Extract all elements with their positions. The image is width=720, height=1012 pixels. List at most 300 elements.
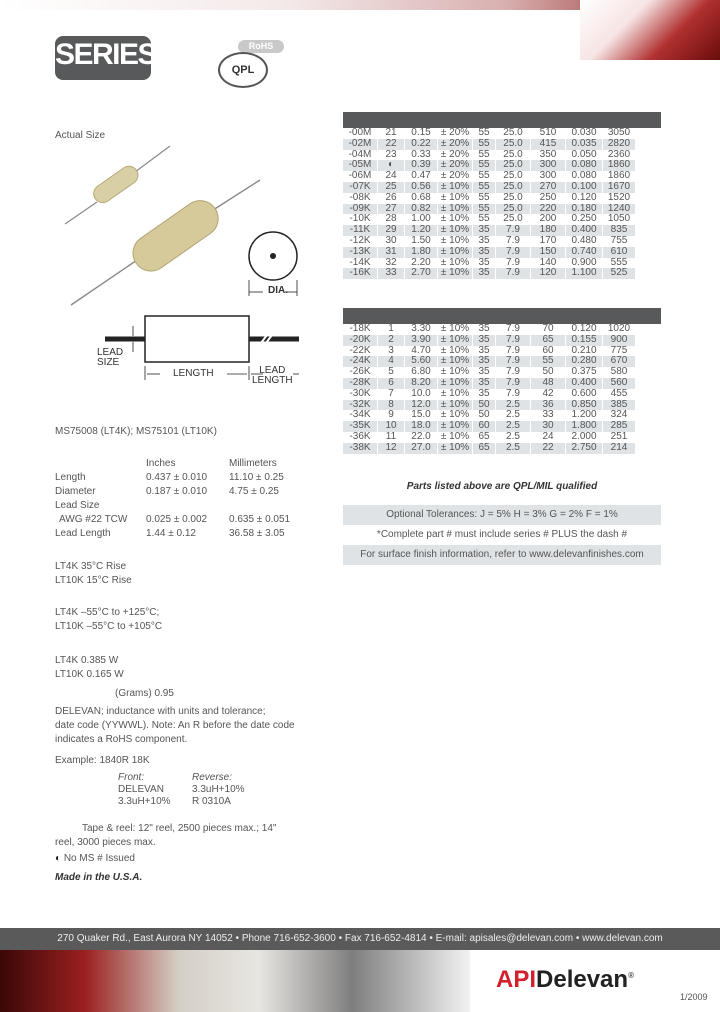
rohs-badge: RoHS xyxy=(238,40,284,53)
test-freq-cell: 7.9 xyxy=(496,247,531,258)
power-block xyxy=(55,654,124,682)
test-freq-cell: 7.9 xyxy=(496,225,531,236)
current-cell: 560 xyxy=(603,378,636,389)
test-freq-cell: 25.0 xyxy=(496,214,531,225)
ms-dash-cell: 5 xyxy=(378,367,405,378)
q-min-cell: 55 xyxy=(473,139,496,150)
dims-head-mm: Millimeters xyxy=(229,458,277,469)
dcr-cell: 0.400 xyxy=(566,225,603,236)
dim-mm: 11.10 ± 0.25 xyxy=(229,472,284,483)
reverse-line: R 0310A xyxy=(192,796,231,807)
srf-cell: 48 xyxy=(531,378,566,389)
finish-note: For surface finish information, refer to www.delevanfinishes.com xyxy=(343,545,661,565)
srf-cell: 30 xyxy=(531,421,566,432)
srf-cell: 120 xyxy=(531,268,566,279)
current-cell: 2360 xyxy=(603,150,636,161)
inductance-cell: 3.90 xyxy=(405,335,438,346)
current-cell: 324 xyxy=(603,410,636,421)
part-number-cell: -05M xyxy=(343,160,378,171)
complete-part-note: *Complete part # must include series # PLUS the dash # xyxy=(343,525,661,545)
q-min-cell: 35 xyxy=(473,378,496,389)
dim-label: Lead Length xyxy=(55,528,111,539)
ms-dash-cell: 26 xyxy=(378,193,405,204)
q-min-cell: 65 xyxy=(473,432,496,443)
tolerance-cell: ± 10% xyxy=(438,247,473,258)
front-line: 3.3uH+10% xyxy=(118,796,171,807)
current-cell: 1670 xyxy=(603,182,636,193)
dcr-cell: 0.600 xyxy=(566,389,603,400)
test-freq-cell: 25.0 xyxy=(496,193,531,204)
srf-cell: 510 xyxy=(531,128,566,139)
packaging-line: Tape & reel: 12" reel, 2500 pieces max.; 14" xyxy=(82,823,277,834)
dcr-cell: 1.800 xyxy=(566,421,603,432)
part-number-cell: -04M xyxy=(348,148,372,160)
table-row xyxy=(343,247,635,258)
part-number-cell: -09K xyxy=(343,204,378,215)
qpl-seal-label: QPL xyxy=(231,64,255,76)
q-min-cell: 35 xyxy=(473,236,496,247)
dim-inches: 1.44 ± 0.12 xyxy=(146,528,196,539)
test-freq-cell: 2.5 xyxy=(496,421,531,432)
current-cell: 455 xyxy=(603,389,636,400)
large-lead-left xyxy=(71,258,140,305)
actual-size-label: Actual Size xyxy=(55,130,106,141)
srf-cell: 60 xyxy=(531,346,566,357)
dim-row xyxy=(55,486,315,500)
test-freq-cell: 7.9 xyxy=(496,268,531,279)
dcr-cell: 0.280 xyxy=(566,356,603,367)
rise-block xyxy=(55,560,132,588)
dim-inches: 0.187 ± 0.010 xyxy=(146,486,208,497)
logo-reg: ® xyxy=(628,971,634,980)
dim-row xyxy=(55,514,315,528)
temp-lt4k: LT4K –55°C to +125°C; xyxy=(55,607,160,618)
dcr-cell: 0.210 xyxy=(566,346,603,357)
inductance-cell: 1.50 xyxy=(405,236,438,247)
q-min-cell: 50 xyxy=(473,410,496,421)
no-ms-note xyxy=(55,853,135,864)
part-number-cell: -10K xyxy=(349,213,371,225)
part-number-cell: -14K xyxy=(349,256,371,268)
current-cell: 3050 xyxy=(603,128,636,139)
corner-photo xyxy=(580,0,720,60)
current-cell: 1240 xyxy=(603,204,636,215)
tolerance-cell: ± 10% xyxy=(438,335,473,346)
dim-mm: 4.75 ± 0.25 xyxy=(229,486,279,497)
q-min-cell: 55 xyxy=(473,204,496,215)
part-number-cell: -32K xyxy=(343,400,378,411)
q-min-cell: 55 xyxy=(473,150,496,161)
test-freq-cell: 2.5 xyxy=(496,443,531,454)
test-freq-cell: 7.9 xyxy=(496,367,531,378)
current-cell: 251 xyxy=(603,432,636,443)
table-row xyxy=(343,268,635,279)
dcr-cell: 0.035 xyxy=(566,139,603,150)
tolerance-cell: ± 10% xyxy=(438,400,473,411)
q-min-cell: 55 xyxy=(473,160,496,171)
srf-cell: 415 xyxy=(531,139,566,150)
tolerance-cell: ± 20% xyxy=(438,160,473,171)
ms-dash-cell: 33 xyxy=(378,268,405,279)
ms-dash-cell: 25 xyxy=(378,182,405,193)
q-min-cell: 55 xyxy=(473,128,496,139)
inductance-cell: 8.20 xyxy=(405,378,438,389)
part-number-cell: -24K xyxy=(343,356,378,367)
inductance-cell: 3.30 xyxy=(405,324,438,335)
srf-cell: 65 xyxy=(531,335,566,346)
test-freq-cell: 25.0 xyxy=(496,150,531,161)
part-number-cell: -34K xyxy=(349,409,371,421)
current-cell: 775 xyxy=(603,346,636,357)
test-freq-cell: 2.5 xyxy=(496,432,531,443)
inductance-cell: 6.80 xyxy=(405,367,438,378)
inductance-cell: 5.60 xyxy=(405,356,438,367)
ms-dash-cell: 24 xyxy=(378,171,405,182)
part-number-cell: -20K xyxy=(343,335,378,346)
part-number-cell: -13K xyxy=(343,247,378,258)
ms-dash-cell: 22 xyxy=(378,139,405,150)
marking-line: indicates a RoHS component. xyxy=(55,734,188,745)
current-cell: 1860 xyxy=(603,171,636,182)
lead-length-label-1: LEAD xyxy=(259,365,286,376)
inductance-cell: 1.20 xyxy=(405,225,438,236)
ms-dash-cell: 12 xyxy=(378,443,405,454)
part-number-cell: -00M xyxy=(348,127,372,138)
part-number-cell: -08K xyxy=(349,191,371,203)
dcr-cell: 0.120 xyxy=(566,324,603,335)
dim-inches: 0.025 ± 0.002 xyxy=(146,514,208,525)
dim-mm: 36.58 ± 3.05 xyxy=(229,528,285,539)
inductance-cell: 10.0 xyxy=(405,389,438,400)
large-inductor-body xyxy=(126,194,225,279)
front-head: Front: xyxy=(118,772,145,783)
inductance-cell: 22.0 xyxy=(405,432,438,443)
parts-table-1 xyxy=(343,128,661,279)
dcr-cell: 0.900 xyxy=(566,258,603,269)
dcr-cell: 2.000 xyxy=(566,432,603,443)
part-number-cell: -11K xyxy=(343,225,378,236)
ms-dash-cell: 1 xyxy=(378,324,405,335)
inductance-cell: 0.47 xyxy=(405,171,438,182)
q-min-cell: 50 xyxy=(473,400,496,411)
current-cell: 755 xyxy=(603,236,636,247)
dcr-cell: 0.250 xyxy=(566,214,603,225)
ms-dash-cell: 21 xyxy=(378,128,405,139)
current-cell: 385 xyxy=(603,400,636,411)
dcr-cell: 0.400 xyxy=(566,378,603,389)
dcr-cell: 0.180 xyxy=(566,204,603,215)
current-cell: 555 xyxy=(603,258,636,269)
ms-dash-cell: 31 xyxy=(378,247,405,258)
no-ms-text: No MS # Issued xyxy=(63,853,135,864)
rise-lt4k: LT4K 35°C Rise xyxy=(55,561,127,572)
srf-cell: 150 xyxy=(531,247,566,258)
tolerance-cell: ± 20% xyxy=(438,128,473,139)
inductance-cell: 0.68 xyxy=(405,193,438,204)
rise-lt10k: LT10K 15°C Rise xyxy=(55,575,132,586)
q-min-cell: 60 xyxy=(473,421,496,432)
test-freq-cell: 7.9 xyxy=(496,356,531,367)
tolerance-cell: ± 10% xyxy=(438,268,473,279)
large-lead-right xyxy=(210,180,260,212)
revision-date: 1/2009 xyxy=(680,992,708,1002)
inductance-cell: 0.15 xyxy=(405,128,438,139)
marking-line: DELEVAN; inductance with units and tolerance; xyxy=(55,706,266,717)
tolerance-cell: ± 10% xyxy=(438,421,473,432)
srf-cell: 270 xyxy=(531,182,566,193)
ms-dash-cell: 23 xyxy=(378,150,405,161)
q-min-cell: 55 xyxy=(473,171,496,182)
logo-delevan: Delevan xyxy=(536,966,629,993)
packaging-line: reel, 3000 pieces max. xyxy=(55,837,156,848)
ms-dash-cell: 2 xyxy=(378,335,405,346)
q-min-cell: 35 xyxy=(473,335,496,346)
footer-photo xyxy=(0,950,470,1012)
tolerance-cell: ± 20% xyxy=(438,139,473,150)
inductance-cell: 2.70 xyxy=(405,268,438,279)
inductance-cell: 2.20 xyxy=(405,258,438,269)
qpl-seal xyxy=(218,52,268,88)
current-cell: 1520 xyxy=(603,193,636,204)
end-view-lead xyxy=(270,253,276,259)
series-title: SERIES xyxy=(55,38,157,71)
ms-dash-cell: 7 xyxy=(378,389,405,400)
tolerance-cell: ± 10% xyxy=(438,182,473,193)
current-cell: 900 xyxy=(603,335,636,346)
ms-dash-cell: 28 xyxy=(378,214,405,225)
test-freq-cell: 25.0 xyxy=(496,182,531,193)
test-freq-cell: 7.9 xyxy=(496,324,531,335)
test-freq-cell: 7.9 xyxy=(496,346,531,357)
ms-dash-cell: 9 xyxy=(378,410,405,421)
tolerance-cell: ± 20% xyxy=(438,150,473,161)
inductance-cell: 12.0 xyxy=(405,400,438,411)
dcr-cell: 1.100 xyxy=(566,268,603,279)
part-number-cell: -07K xyxy=(343,182,378,193)
dcr-cell: 0.155 xyxy=(566,335,603,346)
ms-dash-cell: 6 xyxy=(378,378,405,389)
marking-block xyxy=(55,705,295,747)
optional-tolerances: Optional Tolerances: J = 5% H = 3% G = 2% F = 1% xyxy=(343,505,661,525)
dcr-cell: 0.100 xyxy=(566,182,603,193)
q-min-cell: 35 xyxy=(473,389,496,400)
dcr-cell: 0.740 xyxy=(566,247,603,258)
tolerance-cell: ± 10% xyxy=(438,214,473,225)
temp-block xyxy=(55,606,162,634)
packaging-block xyxy=(55,822,277,850)
inductance-cell: 27.0 xyxy=(405,443,438,454)
q-min-cell: 35 xyxy=(473,356,496,367)
test-freq-cell: 7.9 xyxy=(496,335,531,346)
tolerance-cell: ± 20% xyxy=(438,171,473,182)
srf-cell: 250 xyxy=(531,193,566,204)
inductance-cell: 0.22 xyxy=(405,139,438,150)
q-min-cell: 35 xyxy=(473,324,496,335)
ms-dash-cell: ◐ xyxy=(378,160,405,171)
dim-label: Lead Size xyxy=(55,500,100,511)
dcr-cell: 0.850 xyxy=(566,400,603,411)
test-freq-cell: 2.5 xyxy=(496,410,531,421)
reverse-line: 3.3uH+10% xyxy=(192,784,245,795)
body-side-view xyxy=(145,316,249,362)
inductance-cell: 0.33 xyxy=(405,150,438,161)
part-number-cell: -18K xyxy=(349,323,371,334)
tolerance-cell: ± 10% xyxy=(438,389,473,400)
power-lt4k: LT4K 0.385 W xyxy=(55,655,119,666)
dcr-cell: 0.080 xyxy=(566,160,603,171)
current-cell: 2820 xyxy=(603,139,636,150)
current-cell: 580 xyxy=(603,367,636,378)
test-freq-cell: 25.0 xyxy=(496,160,531,171)
test-freq-cell: 7.9 xyxy=(496,258,531,269)
tolerance-cell: ± 10% xyxy=(438,432,473,443)
ms-dash-cell: 11 xyxy=(378,432,405,443)
srf-cell: 180 xyxy=(531,225,566,236)
mil-spec: MS75008 (LT4K); MS75101 (LT10K) xyxy=(55,426,217,437)
parts-table-2-grid xyxy=(343,324,635,454)
length-label: LENGTH xyxy=(173,368,214,379)
dim-label: AWG #22 TCW xyxy=(59,514,128,525)
test-freq-cell: 25.0 xyxy=(496,139,531,150)
srf-cell: 220 xyxy=(531,204,566,215)
dims-head-inches: Inches xyxy=(146,458,176,469)
part-number-cell: -06M xyxy=(348,170,372,182)
part-number-cell: -36K xyxy=(349,430,371,442)
part-number-cell: -35K xyxy=(343,421,378,432)
ms-dash-cell: 30 xyxy=(378,236,405,247)
q-min-cell: 55 xyxy=(473,214,496,225)
table-row xyxy=(343,443,635,454)
current-cell: 835 xyxy=(603,225,636,236)
tolerance-cell: ± 10% xyxy=(438,193,473,204)
dcr-cell: 2.750 xyxy=(566,443,603,454)
qpl-note: Parts listed above are QPL/MIL qualified xyxy=(406,481,598,492)
footer-address: 270 Quaker Rd., East Aurora NY 14052 • Phone 716-652-3600 • Fax 716-652-4814 • E-mail: apisales@delevan.com • www.delevan.com xyxy=(57,933,663,944)
current-cell: 670 xyxy=(603,356,636,367)
dim-row xyxy=(55,472,315,486)
inductance-cell: 0.39 xyxy=(405,160,438,171)
tolerance-cell: ± 10% xyxy=(438,367,473,378)
srf-cell: 50 xyxy=(531,367,566,378)
q-min-cell: 35 xyxy=(473,367,496,378)
parts-table-2 xyxy=(343,324,661,454)
temp-lt10k: LT10K –55°C to +105°C xyxy=(55,621,163,632)
lead-length-label xyxy=(252,366,293,386)
weight: (Grams) 0.95 xyxy=(115,688,174,699)
test-freq-cell: 25.0 xyxy=(496,171,531,182)
dimensions-list xyxy=(55,472,315,542)
dcr-cell: 0.480 xyxy=(566,236,603,247)
front-line: DELEVAN xyxy=(118,784,164,795)
dim-row xyxy=(55,528,315,542)
table-1-header xyxy=(343,112,661,128)
part-number-cell: -16K xyxy=(343,268,378,279)
part-number-cell: -22K xyxy=(349,344,371,356)
srf-cell: 300 xyxy=(531,160,566,171)
small-inductor-body xyxy=(90,163,141,206)
inductance-cell: 0.56 xyxy=(405,182,438,193)
q-min-cell: 55 xyxy=(473,193,496,204)
dim-inches: 0.437 ± 0.010 xyxy=(146,472,208,483)
lead-length-label-2: LENGTH xyxy=(252,375,293,386)
example: Example: 1840R 18K xyxy=(55,755,150,766)
ms-dash-cell: 29 xyxy=(378,225,405,236)
part-number-cell: -38K xyxy=(343,443,378,454)
table-row xyxy=(343,193,635,204)
current-cell: 285 xyxy=(603,421,636,432)
q-min-cell: 35 xyxy=(473,346,496,357)
tolerance-cell: ± 10% xyxy=(438,410,473,421)
ms-dash-cell: 8 xyxy=(378,400,405,411)
part-number-cell: -26K xyxy=(349,366,371,378)
tolerance-cell: ± 10% xyxy=(438,225,473,236)
current-cell: 1050 xyxy=(603,214,636,225)
dia-label: DIA. xyxy=(268,285,288,296)
srf-cell: 36 xyxy=(531,400,566,411)
tolerance-cell: ± 10% xyxy=(438,443,473,454)
tolerance-cell: ± 10% xyxy=(438,236,473,247)
inductance-cell: 4.70 xyxy=(405,346,438,357)
made-in-usa: Made in the U.S.A. xyxy=(55,872,143,883)
ms-dash-cell: 3 xyxy=(378,346,405,357)
part-number-cell: -30K xyxy=(349,387,371,399)
inductance-cell: 0.82 xyxy=(405,204,438,215)
srf-cell: 55 xyxy=(531,356,566,367)
srf-cell: 33 xyxy=(531,410,566,421)
dcr-cell: 0.120 xyxy=(566,193,603,204)
dim-label: Length xyxy=(55,472,86,483)
srf-cell: 70 xyxy=(531,324,566,335)
srf-cell: 200 xyxy=(531,214,566,225)
q-min-cell: 55 xyxy=(473,182,496,193)
current-cell: 610 xyxy=(603,247,636,258)
srf-cell: 300 xyxy=(531,171,566,182)
lead-size-label xyxy=(97,348,123,368)
test-freq-cell: 25.0 xyxy=(496,128,531,139)
power-lt10k: LT10K 0.165 W xyxy=(55,669,124,680)
ms-dash-cell: 27 xyxy=(378,204,405,215)
test-freq-cell: 25.0 xyxy=(496,204,531,215)
table-row xyxy=(343,389,635,400)
tolerance-cell: ± 10% xyxy=(438,356,473,367)
marking-line: date code (YYWWL). Note: An R before the date code xyxy=(55,720,295,731)
test-freq-cell: 2.5 xyxy=(496,400,531,411)
q-min-cell: 35 xyxy=(473,247,496,258)
test-freq-cell: 7.9 xyxy=(496,378,531,389)
lead-size-label-1: LEAD xyxy=(97,347,124,358)
ms-dash-cell: 10 xyxy=(378,421,405,432)
test-freq-cell: 7.9 xyxy=(496,389,531,400)
tolerance-cell: ± 10% xyxy=(438,378,473,389)
dcr-cell: 0.080 xyxy=(566,171,603,182)
marking-example xyxy=(118,772,298,808)
srf-cell: 350 xyxy=(531,150,566,161)
tolerance-cell: ± 10% xyxy=(438,204,473,215)
q-min-cell: 35 xyxy=(473,258,496,269)
part-number-cell: -02M xyxy=(343,139,378,150)
test-freq-cell: 7.9 xyxy=(496,236,531,247)
logo-api: API xyxy=(496,966,537,993)
srf-cell: 24 xyxy=(531,432,566,443)
q-min-cell: 35 xyxy=(473,268,496,279)
srf-cell: 42 xyxy=(531,389,566,400)
lead-size-label-2: SIZE xyxy=(97,357,120,368)
srf-cell: 140 xyxy=(531,258,566,269)
half-circle-icon: ◐ xyxy=(55,853,62,864)
part-number-cell: -28K xyxy=(343,378,378,389)
parts-table-1-grid xyxy=(343,128,635,279)
srf-cell: 170 xyxy=(531,236,566,247)
